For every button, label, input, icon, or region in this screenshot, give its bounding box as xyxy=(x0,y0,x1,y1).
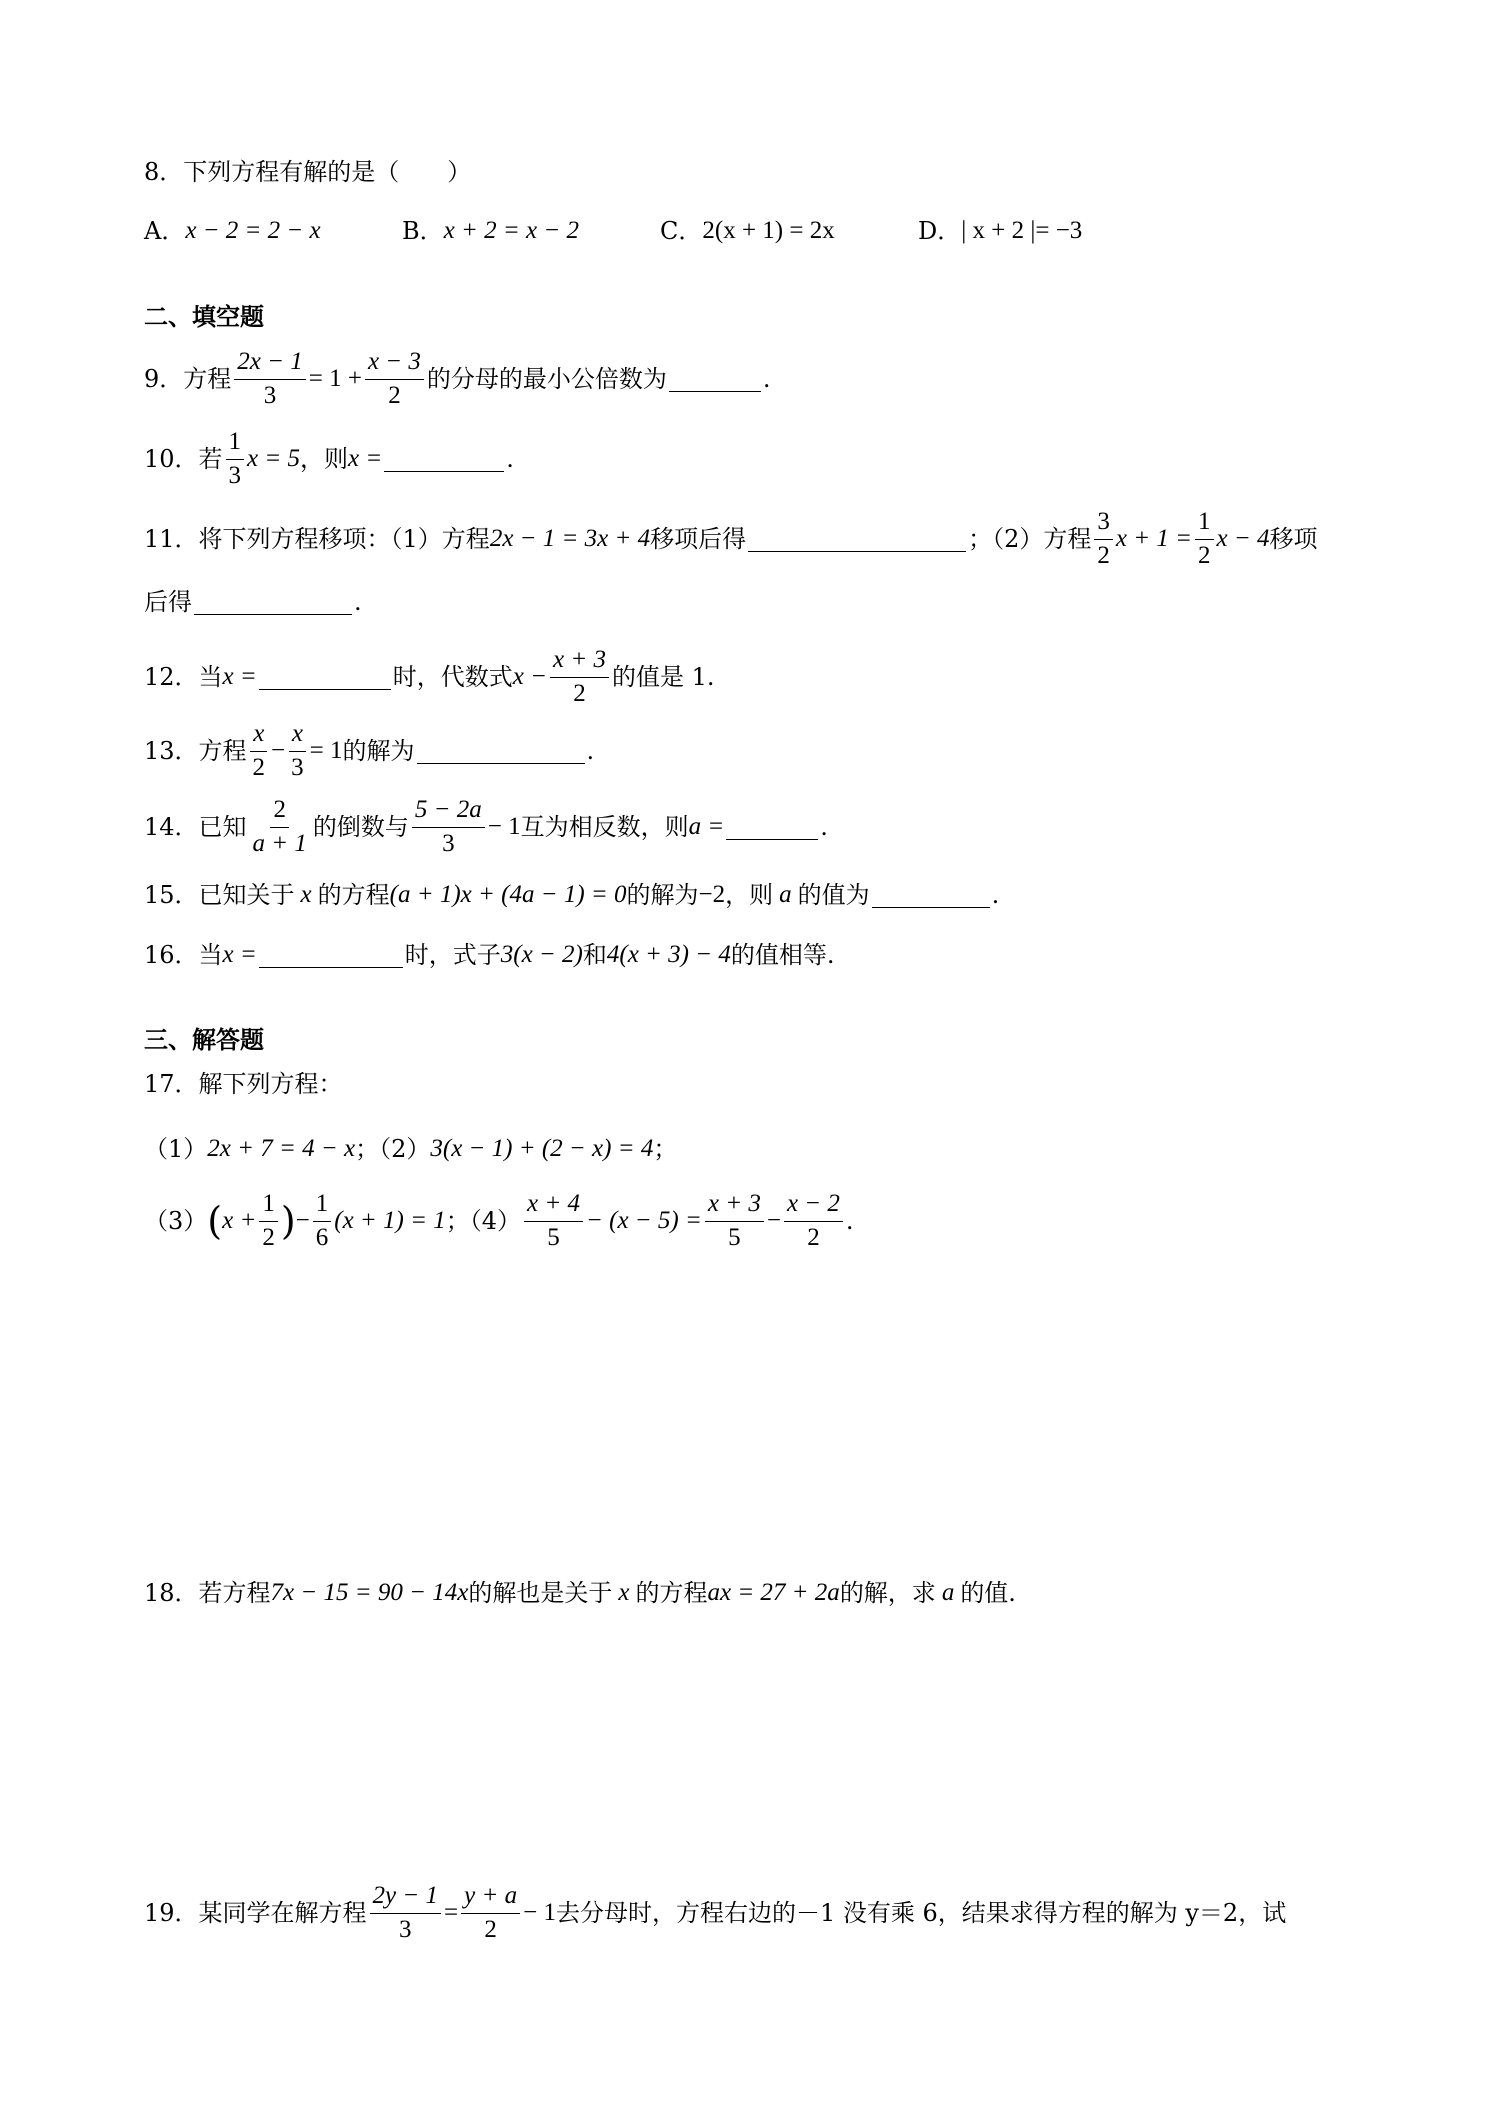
q15-answer-blank[interactable] xyxy=(872,883,990,908)
question-15: 15．已知关于 x 的方程 (a + 1)x + (4a − 1) = 0 的解为 −2 ，则 a 的值为 . xyxy=(144,880,1000,909)
q11-answer-blank-1[interactable] xyxy=(748,527,966,552)
q11-fraction-1: $\frac{3}{2}$ xyxy=(1094,508,1113,571)
question-18: 18．若方程 7x − 15 = 90 − 14x 的解也是关于 x 的方程 ax = 27 + 2a 的解，求 a 的值. xyxy=(144,1578,1016,1607)
q13-fraction-2: $\frac{x}{3}$ xyxy=(288,720,307,783)
q8-option-c: C． 2(x + 1) = 2x xyxy=(660,216,835,245)
section-2-heading: 二、填空题 xyxy=(144,303,264,331)
q10-fraction: $\frac{1}{3}$ xyxy=(226,428,245,491)
q11-fraction-2: $\frac{1}{2}$ xyxy=(1195,508,1214,571)
q8-option-b: B． x + 2 = x − 2 xyxy=(402,216,579,245)
q8-options xyxy=(144,216,1358,246)
question-17: 17．解下列方程： xyxy=(144,1070,343,1098)
section-3-heading: 三、解答题 xyxy=(144,1026,264,1054)
q16-answer-blank[interactable] xyxy=(259,943,403,968)
question-11-line-2: 后得 . xyxy=(144,588,362,616)
question-11: 11．将下列方程移项：（1）方程 2x − 1 = 3x + 4 移项后得 ；（2）方程 $\frac{3}{2}$ x + 1 = $\frac{1}{2}$ x − 4 移项 xyxy=(144,508,1318,569)
q10-answer-blank[interactable] xyxy=(384,447,504,472)
question-9: 9．方程 $\frac{2x - 1}{3}$ = 1 + $\frac{x - 3}{2}$ 的分母的最小公倍数为 . xyxy=(144,348,771,409)
q14-fraction-1: $\frac{2}{a + 1}$ xyxy=(252,796,307,857)
question-12: 12．当 x = 时，代数式 x − $\frac{x + 3}{2}$ 的值是 1 . xyxy=(144,646,715,707)
question-8 xyxy=(144,158,1358,187)
q8-option-a: A． x − 2 = 2 − x xyxy=(144,216,321,245)
q19-fraction-2: $\frac{y + a}{2}$ xyxy=(461,1882,520,1945)
question-10: 10．若 $\frac{1}{3}$ x = 5 ，则 x = . xyxy=(144,428,514,489)
q9-answer-blank[interactable] xyxy=(669,367,761,392)
q9-fraction-2: $\frac{x - 3}{2}$ xyxy=(365,348,424,411)
question-14: 14．已知 $\frac{2}{a + 1}$ 的倒数与 $\frac{5 - 2a}{3}$ − 1 互为相反数，则 a = . xyxy=(144,796,828,857)
question-19: 19．某同学在解方程 $\frac{2y - 1}{3}$ = $\frac{y + a}{2}$ − 1 去分母时，方程右边的－1 没有乘 6，结果求得方程的解为 y＝2，试 xyxy=(144,1882,1287,1943)
q8-option-d: D． | x + 2 |= −3 xyxy=(918,216,1083,245)
q12-fraction: $\frac{x + 3}{2}$ xyxy=(550,646,609,709)
q14-answer-blank[interactable] xyxy=(726,815,818,840)
question-16: 16．当 x = 时，式子 3(x − 2) 和 4(x + 3) − 4 的值相等 . xyxy=(144,940,835,969)
q17-parts-1-2: （1） 2x + 7 = 4 − x ；（2） 3(x − 1) + (2 − x) = 4 ； xyxy=(144,1134,678,1163)
q12-answer-blank[interactable] xyxy=(259,665,391,690)
q17-part-4-expr: $\frac{x + 4}{5}$ xyxy=(524,1190,583,1253)
q17-parts-3-4: （3） ( x + $\frac{1}{2}$ ) − $\frac{1}{6}$ (x + 1) = 1 ；（4） $\frac{x + 4}{5}$ − (x − 5) = $\frac{x + 3}{5}$ − $\frac{x - 2}{2}$ . xyxy=(144,1190,854,1251)
q17-part-3-expr: ( x + $\frac{1}{2}$ ) xyxy=(207,1190,296,1251)
q19-fraction-1: $\frac{2y - 1}{3}$ xyxy=(370,1882,441,1945)
q9-fraction-1: $\frac{2x - 1}{3}$ xyxy=(234,348,305,411)
q13-answer-blank[interactable] xyxy=(417,739,585,764)
q14-fraction-2: $\frac{5 - 2a}{3}$ xyxy=(412,796,485,859)
q11-answer-blank-2[interactable] xyxy=(194,590,352,615)
question-13: 13．方程 $\frac{x}{2}$ − $\frac{x}{3}$ = 1 的解为 . xyxy=(144,720,595,781)
q13-fraction-1: $\frac{x}{2}$ xyxy=(250,720,269,783)
q8-stem: 8．下列方程有解的是（ ） xyxy=(144,158,472,186)
